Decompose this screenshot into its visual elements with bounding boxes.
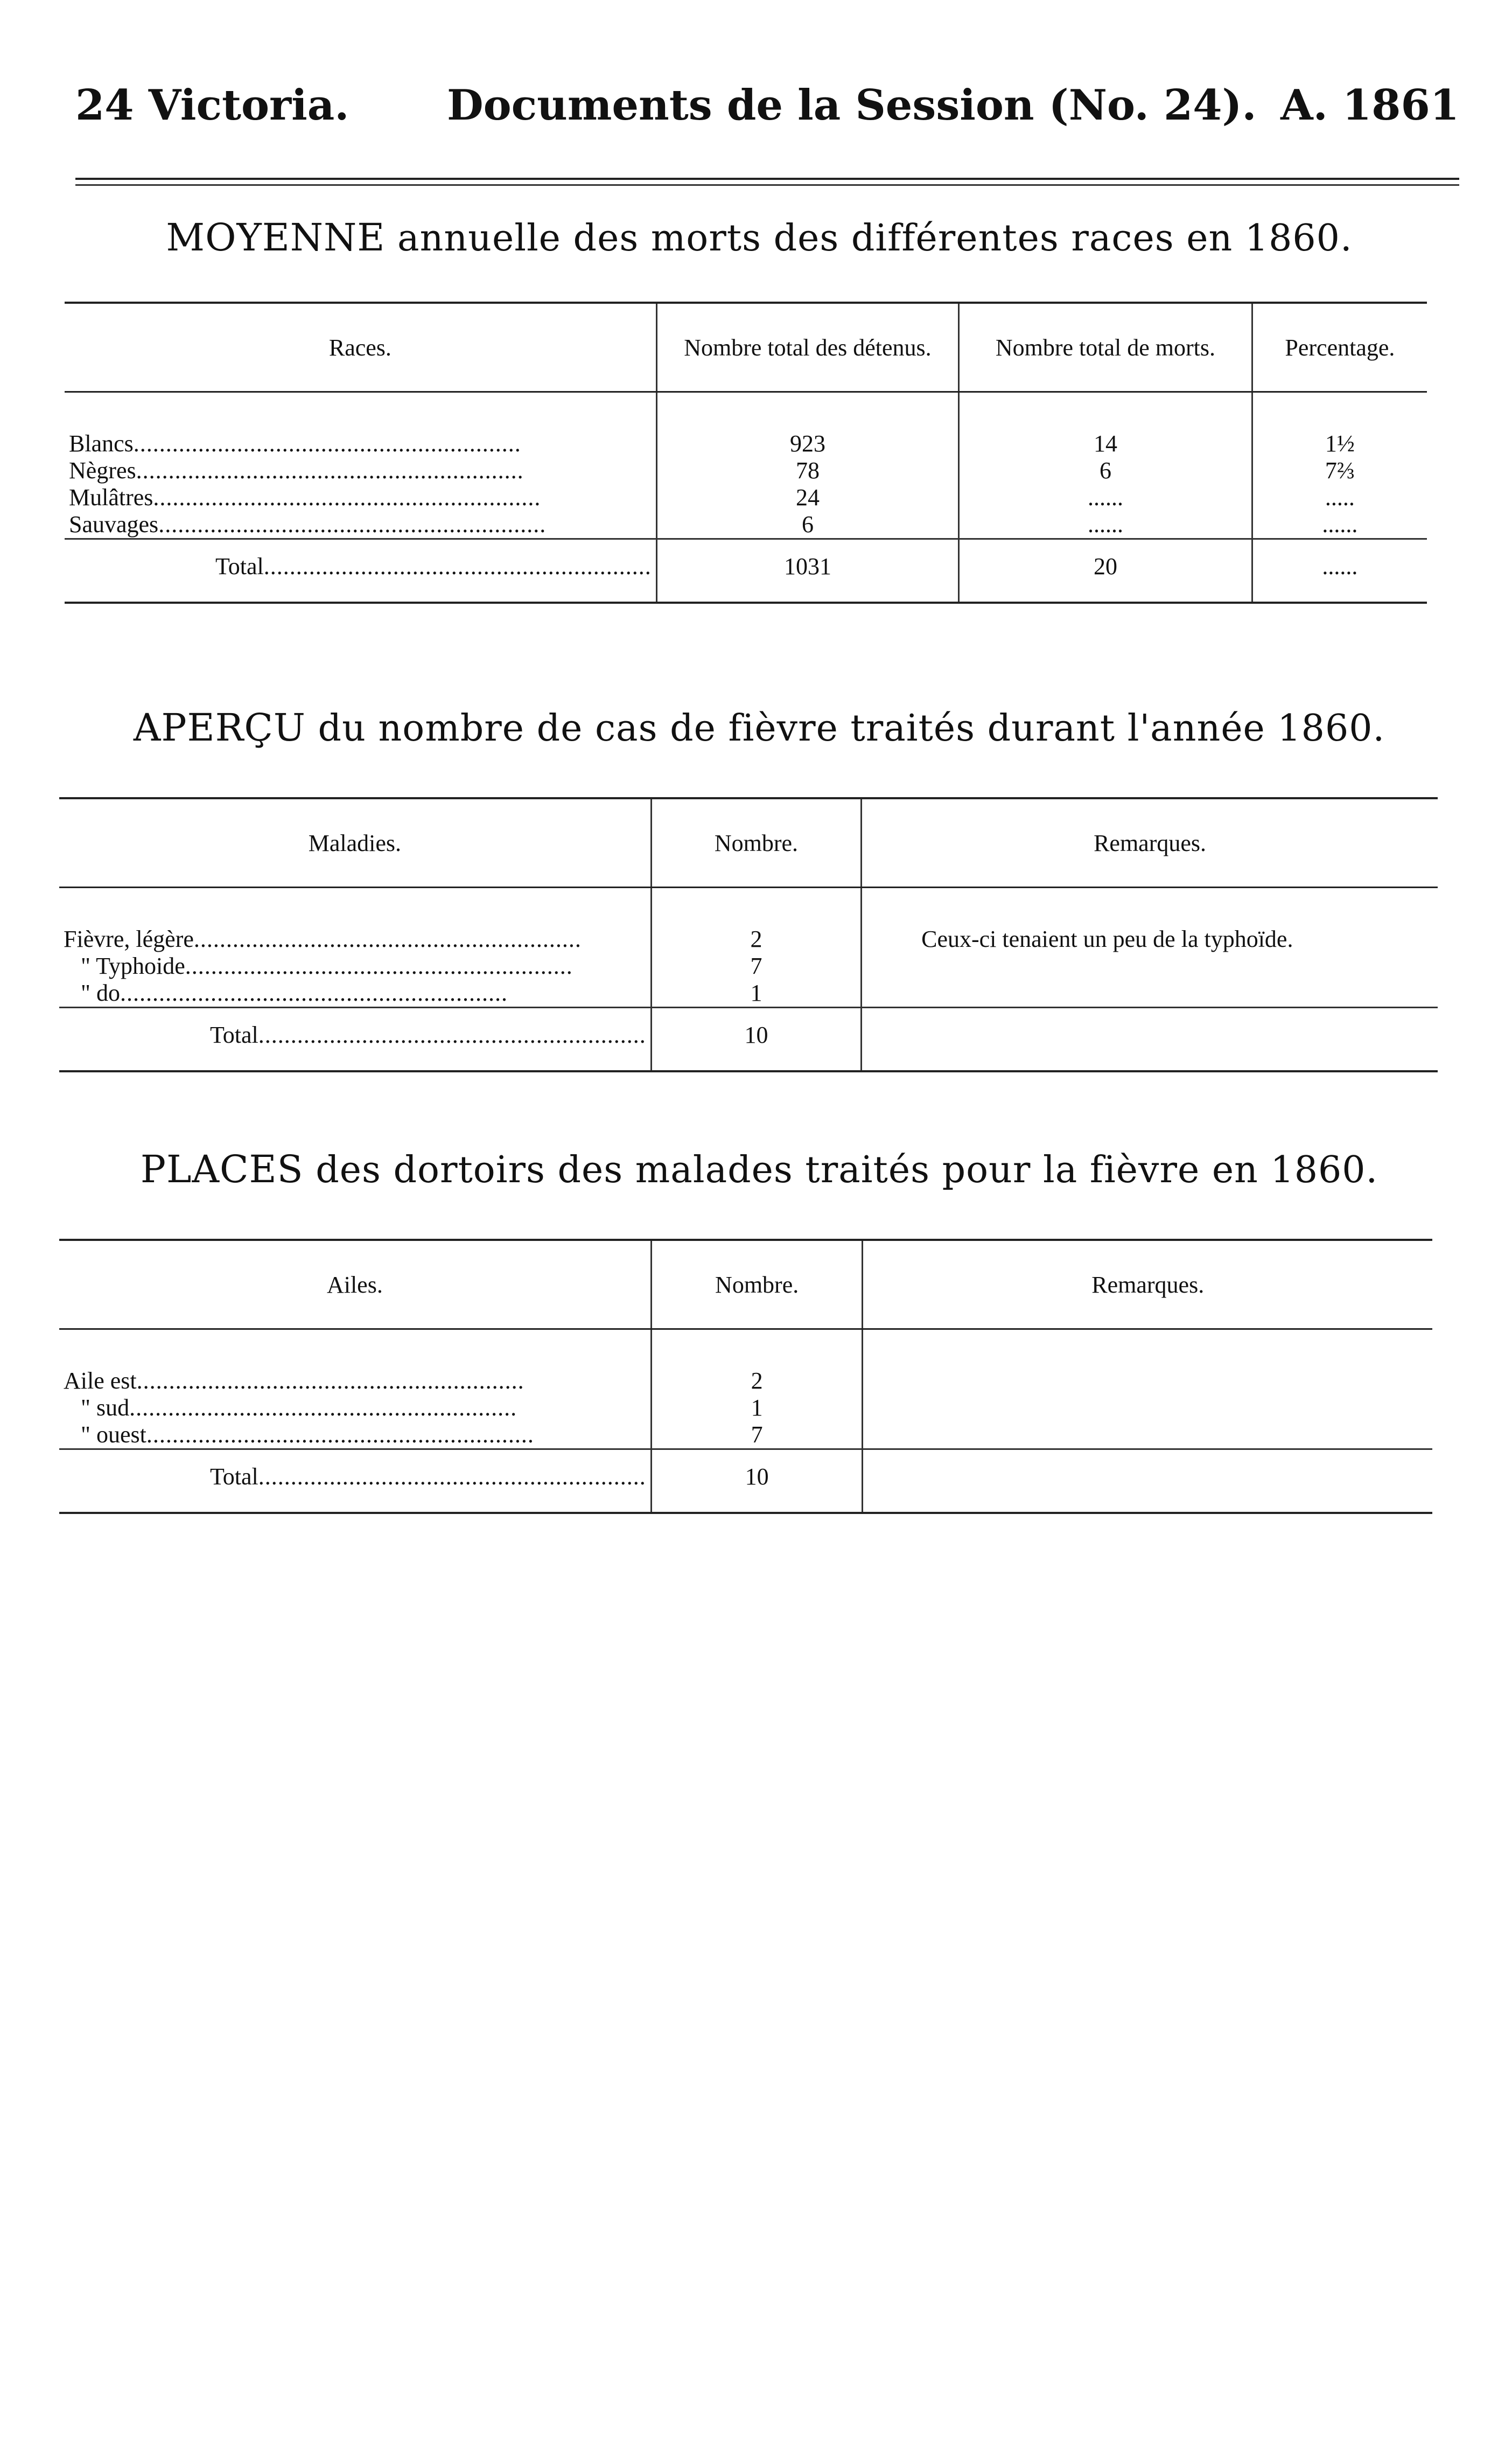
leader-dots: ............................................................ [133,430,521,457]
col-header-nombre: Nombre. [651,1240,863,1329]
cell-percentage: ..... [1252,484,1427,511]
row-label: Sauvages [69,511,159,538]
total-label: Total [210,1463,258,1490]
leader-dots: ............................................................ [158,511,547,538]
total-label: Total [210,1022,258,1048]
total-row [59,1449,1432,1513]
total-remarque [862,1008,1438,1072]
header-volume: 24 Victoria. [75,81,349,130]
leader-dots: ............................................................ [146,1421,534,1448]
cell-morts: ...... [959,484,1252,511]
cell-detenus: 6 [656,511,958,539]
table2-title: APERÇU du nombre de cas de fièvre traités durant l'année 1860. [133,706,1385,750]
cell-percentage: 1½ [1252,392,1427,458]
leader-dots: ............................................................ [136,1367,524,1394]
cell-morts: 6 [959,457,1252,484]
leader-dots: ............................................................ [153,484,541,511]
cell-morts: 14 [959,392,1252,458]
cell-detenus: 24 [656,484,958,511]
table-row [59,1421,1432,1449]
cell-nombre: 7 [651,953,861,980]
col-header-nombre: Nombre. [651,798,861,888]
row-label: Nègres [69,457,136,484]
total-detenus: 1031 [656,539,958,603]
table-row [65,457,1427,484]
cell-remarque [863,1421,1432,1449]
total-nombre: 10 [651,1449,863,1513]
leader-dots: ............................................................ [185,953,573,979]
leader-dots: ............................................................ [129,1394,517,1421]
col-header-remarques: Remarques. [863,1240,1432,1329]
table-header-row [65,303,1427,392]
col-header-morts: Nombre total de morts. [959,303,1252,392]
table-morts-races [65,302,1427,604]
col-header-percentage: Percentage. [1252,303,1427,392]
row-label: " sud [81,1394,130,1421]
total-row [65,539,1427,603]
cell-percentage: ...... [1252,511,1427,539]
row-label: Aile est [64,1367,137,1394]
header-year: A. 1861 [1280,81,1459,130]
cell-morts: ...... [959,511,1252,539]
cell-remarque [862,980,1438,1008]
total-label: Total [215,553,264,580]
leader-dots: ............................................................ [136,457,524,484]
table-row [59,953,1438,980]
cell-percentage: 7⅔ [1252,457,1427,484]
row-label: Blancs [69,430,134,457]
total-remarque [863,1449,1432,1513]
row-label: " ouest [81,1421,146,1448]
table-row [59,980,1438,1008]
header-rule [75,178,1459,180]
table-header-row [59,798,1438,888]
table-row [65,511,1427,539]
table-row [59,1329,1432,1395]
cell-detenus: 78 [656,457,958,484]
running-header [59,81,1459,140]
total-nombre: 10 [651,1008,861,1072]
cell-remarque [863,1394,1432,1421]
leader-dots: ............................................................ [263,553,652,580]
total-percentage: ...... [1252,539,1427,603]
col-header-detenus: Nombre total des détenus. [656,303,958,392]
cell-remarque: Ceux-ci tenaient un peu de la typhoïde. [862,888,1438,953]
cell-remarque [863,1329,1432,1395]
row-label: " do [81,980,120,1006]
table3-title: PLACES des dortoirs des malades traités pour la fièvre en 1860. [140,1147,1378,1191]
leader-dots: ............................................................ [120,980,508,1006]
leader-dots: ............................................................ [193,926,582,952]
row-label: Mulâtres [69,484,153,511]
col-header-races: Races. [65,303,656,392]
cell-remarque [862,953,1438,980]
header-title: Documents de la Session (No. 24). [447,81,1257,130]
cell-nombre: 2 [651,888,861,953]
table-row [59,1394,1432,1421]
table1-title: MOYENNE annuelle des morts des différentes races en 1860. [166,215,1353,260]
col-header-ailes: Ailes. [59,1240,651,1329]
cell-nombre: 2 [651,1329,863,1395]
total-row [59,1008,1438,1072]
table-row [65,484,1427,511]
row-label: Fièvre, légère [64,926,194,952]
table-dortoirs [59,1239,1432,1514]
table-fievre-cas [59,797,1438,1072]
row-label: " Typhoide [81,953,185,979]
leader-dots: ............................................................ [258,1022,646,1048]
table-row [65,392,1427,458]
col-header-remarques: Remarques. [862,798,1438,888]
cell-nombre: 1 [651,1394,863,1421]
cell-nombre: 7 [651,1421,863,1449]
cell-detenus: 923 [656,392,958,458]
table-header-row [59,1240,1432,1329]
leader-dots: ............................................................ [258,1463,646,1490]
cell-nombre: 1 [651,980,861,1008]
col-header-maladies: Maladies. [59,798,651,888]
total-morts: 20 [959,539,1252,603]
header-rule-second [75,184,1459,186]
table-row [59,888,1438,953]
